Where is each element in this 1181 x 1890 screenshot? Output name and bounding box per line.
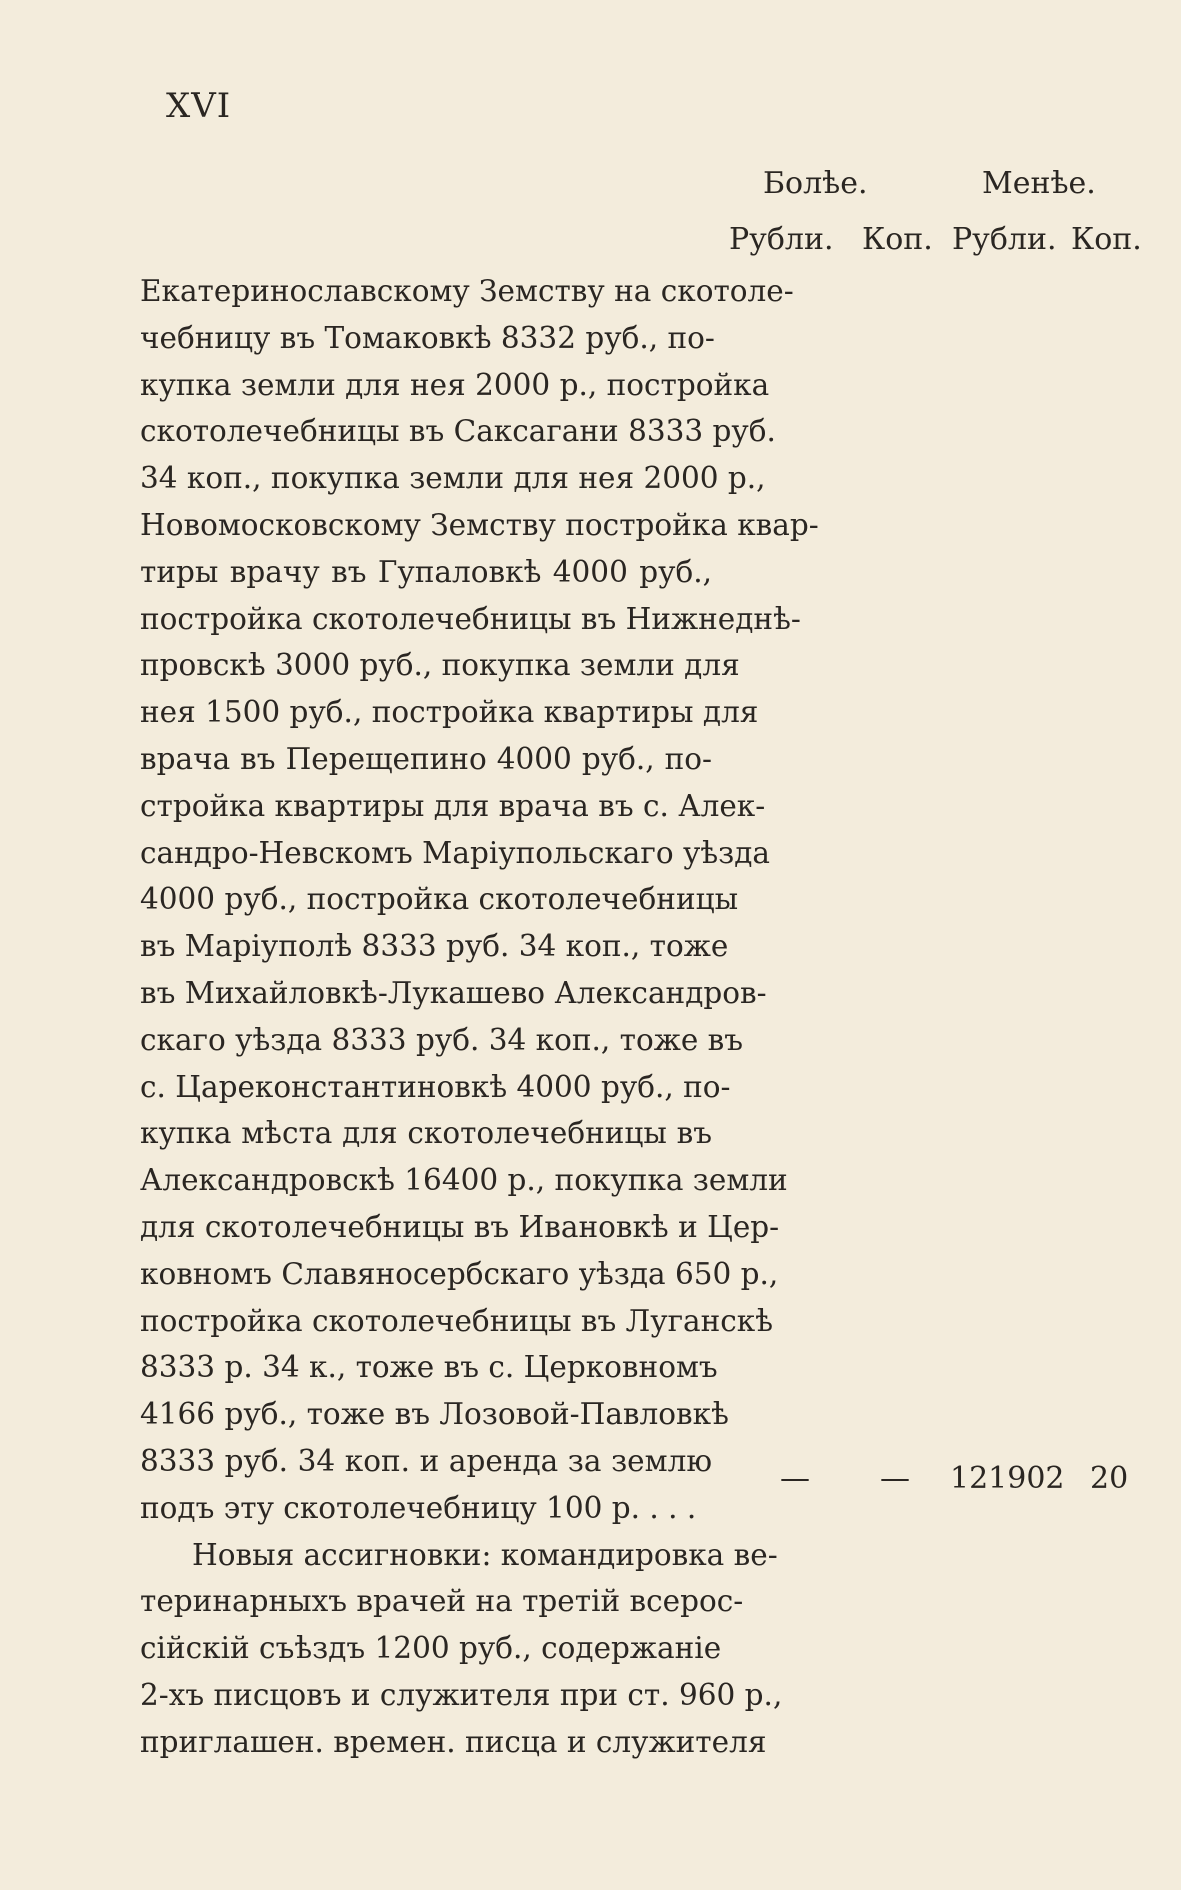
text-line: с. Цареконстантиновкѣ 4000 руб., по- [140, 1069, 731, 1104]
text-line: постройка скотолечебницы въ Нижнеднѣ- [140, 601, 801, 636]
text-line: для скотолечебницы въ Ивановкѣ и Цер- [140, 1209, 780, 1244]
text-line: постройка скотолечебницы въ Луганскѣ [140, 1303, 774, 1338]
text-line: 4166 руб., тоже въ Лозовой-Павловкѣ [140, 1397, 729, 1432]
text-line: Новыя ассигновки: командировка ве- [192, 1537, 778, 1572]
subheader-kopecks-more: Коп. [862, 222, 933, 257]
text-line: въ Михайловкѣ-Лукашево Александров- [140, 975, 767, 1010]
text-line: тиры врачу въ Гупаловкѣ 4000 руб., [140, 554, 712, 589]
total-less-rubles: 121902 [950, 1461, 1065, 1496]
text-line: стройка квартиры для врача въ с. Алек- [140, 788, 766, 823]
text-line: скаго уѣзда 8333 руб. 34 коп., тоже въ [140, 1022, 744, 1057]
text-line: купка земли для нея 2000 р., постройка [140, 367, 770, 402]
page-number: XVI [166, 86, 232, 126]
total-less-kopecks: 20 [1090, 1461, 1129, 1496]
text-line: Екатеринославскому Земству на скотоле- [140, 274, 794, 308]
text-line: нея 1500 руб., постройка квартиры для [140, 695, 759, 730]
subheader-kopecks-less: Коп. [1071, 222, 1142, 257]
text-line: 8333 р. 34 к., тоже въ с. Церковномъ [140, 1350, 718, 1385]
text-line: провскѣ 3000 руб., покупка земли для [140, 648, 740, 683]
column-header-more: Болѣе. [763, 166, 868, 201]
text-line: 34 коп., покупка земли для нея 2000 р., [140, 461, 766, 496]
text-line: Александровскѣ 16400 р., покупка земли [140, 1163, 788, 1198]
text-line: 2-хъ писцовъ и служителя при ст. 960 р., [140, 1677, 783, 1712]
total-more-rubles: — [780, 1461, 810, 1496]
text-line: 8333 руб. 34 коп. и аренда за землю [140, 1443, 712, 1478]
text-line: сандро-Невскомъ Маріупольскаго уѣзда [140, 835, 770, 870]
text-line: Новомосковскому Земству постройка квар- [140, 507, 819, 542]
text-line: 4000 руб., постройка скотолечебницы [140, 882, 739, 917]
text-line: врача въ Перещепино 4000 руб., по- [140, 741, 712, 776]
subheader-rubles-more: Рубли. [729, 222, 834, 257]
text-line: купка мѣста для скотолечебницы въ [140, 1116, 712, 1151]
text-line: чебницу въ Томаковкѣ 8332 руб., по- [140, 320, 715, 355]
subheader-rubles-less: Рубли. [952, 222, 1057, 257]
text-line: ковномъ Славяносербскаго уѣзда 650 р., [140, 1256, 779, 1291]
text-line: въ Маріуполѣ 8333 руб. 34 коп., тоже [140, 929, 729, 964]
text-line: сійскій съѣздъ 1200 руб., содержаніе [140, 1631, 722, 1666]
text-line: приглашен. времен. писца и служителя [140, 1724, 767, 1759]
text-line: теринарныхъ врачей на третій всерос- [140, 1584, 744, 1619]
text-line: скотолечебницы въ Саксагани 8333 руб. [140, 414, 776, 449]
column-header-less: Менѣе. [982, 166, 1096, 201]
total-more-kopecks: — [880, 1461, 910, 1496]
text-line: подъ эту скотолечебницу 100 р. . . . [140, 1490, 697, 1525]
body-text [140, 268, 819, 1766]
